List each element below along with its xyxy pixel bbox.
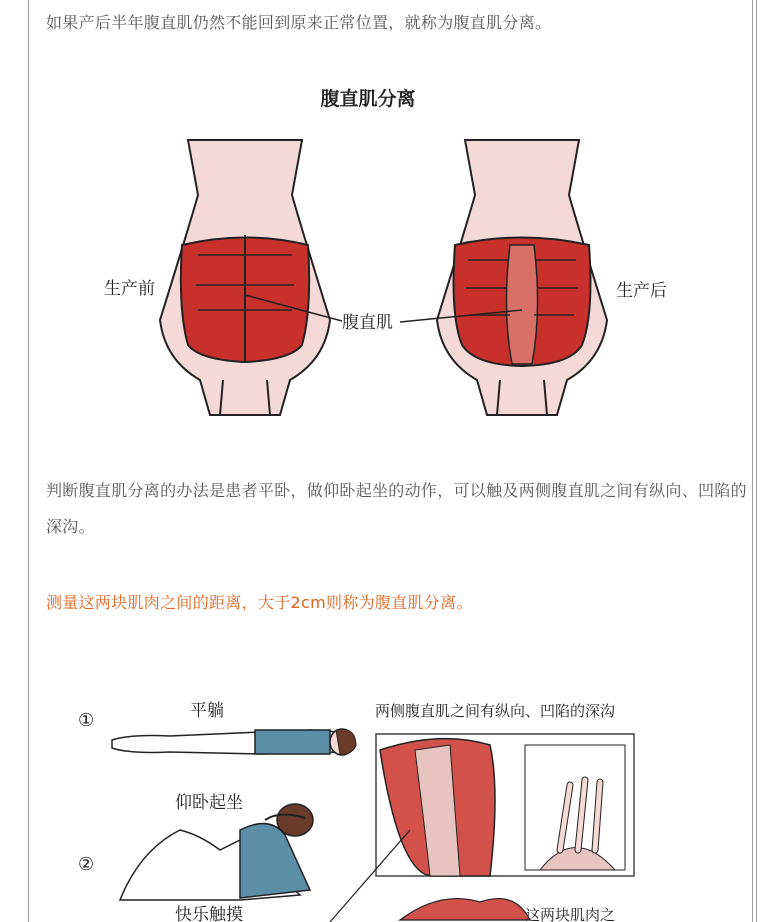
paragraph-diagnosis: 判断腹直肌分离的办法是患者平卧，做仰卧起坐的动作，可以触及两侧腹直肌之间有纵向、凹陷的深沟。 (46, 481, 747, 536)
bottom-right-label-partial: 这两块肌肉之 (525, 906, 616, 922)
label-before: 生产前 (104, 279, 155, 299)
abdomen-closeup-bottom (400, 899, 530, 920)
step1-label: 平躺 (190, 701, 224, 721)
article-left-border (28, 0, 29, 922)
paragraph-measurement: 测量这两块肌肉之间的距离，大于2cm则称为腹直肌分离。 (46, 593, 473, 612)
step3-label-partial: 快乐触摸 (175, 905, 243, 922)
diastasis-recti-diagram (70, 70, 710, 460)
scrollbar-track[interactable] (756, 0, 757, 922)
figure-title: 腹直肌分离 (320, 88, 416, 110)
article-right-border (752, 0, 753, 922)
label-rectus-muscle: 腹直肌 (342, 313, 393, 333)
right-panel-title: 两侧腹直肌之间有纵向、凹陷的深沟 (375, 702, 616, 720)
body-before-illustration (160, 140, 330, 415)
body-after-illustration (437, 140, 607, 415)
self-check-diagram (70, 690, 670, 922)
step1-number: ① (78, 710, 95, 731)
step2-number: ② (78, 854, 95, 875)
lying-figure-illustration (112, 729, 356, 755)
situp-figure-illustration (120, 804, 313, 900)
paragraph-definition: 如果产后半年腹直肌仍然不能回到原来正常位置，就称为腹直肌分离。 (46, 13, 552, 32)
label-after: 生产后 (616, 281, 667, 301)
abdomen-closeup-illustration (376, 734, 634, 876)
step2-label: 仰卧起坐 (175, 793, 243, 813)
